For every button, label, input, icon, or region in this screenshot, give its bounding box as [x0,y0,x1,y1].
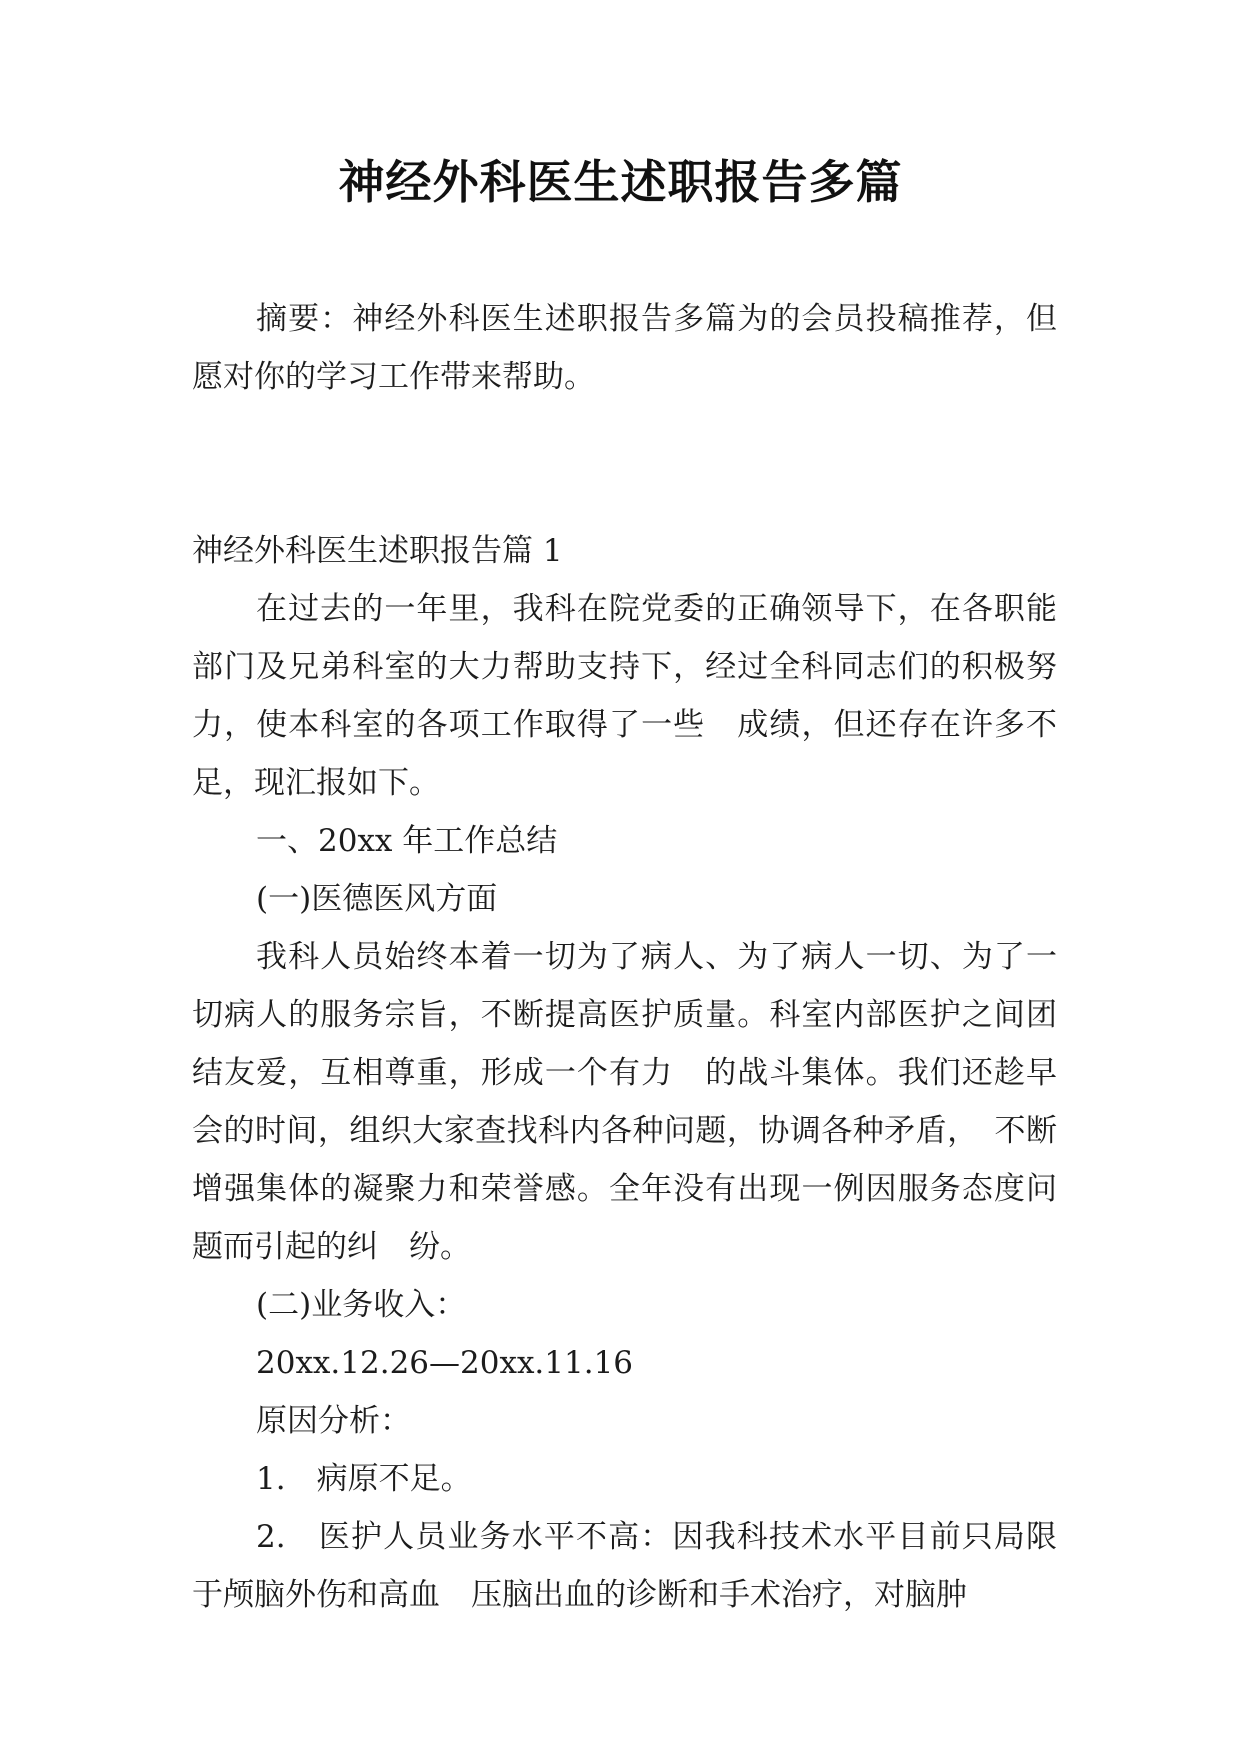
subheading-business-income: (二)业务收入： [256,1287,467,1323]
list-item: 2. 医护人员业务水平不高：因我科技术水平目前只局限于颅脑外伤和高血 压脑出血的诊断和手术治疗，对脑肿 [192,1519,1057,1613]
subheading-cause-analysis: 原因分析： [256,1403,411,1439]
list-item: 1. 病原不足。 [256,1461,472,1497]
document-title: 神经外科医生述职报告多篇 [338,155,903,209]
document-body [192,290,1057,1624]
body-paragraph: 我科人员始终本着一切为了病人、为了病人一切、为了一切病人的服务宗旨，不断提高医护质量。科室内部医护之间团结友爱，互相尊重，形成一个有力 的战斗集体。我们还趁早会的时间，组织大家查找科内各种问题，协调各种矛盾， 不断增强集体的凝聚力和荣誉感。全年没有出现一例因服务态度问题而引起的纠 纷。 [192,939,1057,1265]
subheading-medical-ethics: (一)医德医风方面 [256,881,498,917]
subheading-annual-summary: 一、20xx 年工作总结 [256,823,558,859]
body-paragraph: 在过去的一年里，我科在院党委的正确领导下，在各职能部门及兄弟科室的大力帮助支持下，经过全科同志们的积极努力，使本科室的各项工作取得了一些 成绩，但还存在许多不足，现汇报如下。 [192,591,1057,801]
abstract-paragraph: 摘要：神经外科医生述职报告多篇为的会员投稿推荐，但愿对你的学习工作带来帮助。 [192,301,1057,395]
section-spacer [192,406,1057,522]
section-heading: 神经外科医生述职报告篇 1 [192,533,563,569]
date-range: 20xx.12.26—20xx.11.16 [256,1345,634,1381]
